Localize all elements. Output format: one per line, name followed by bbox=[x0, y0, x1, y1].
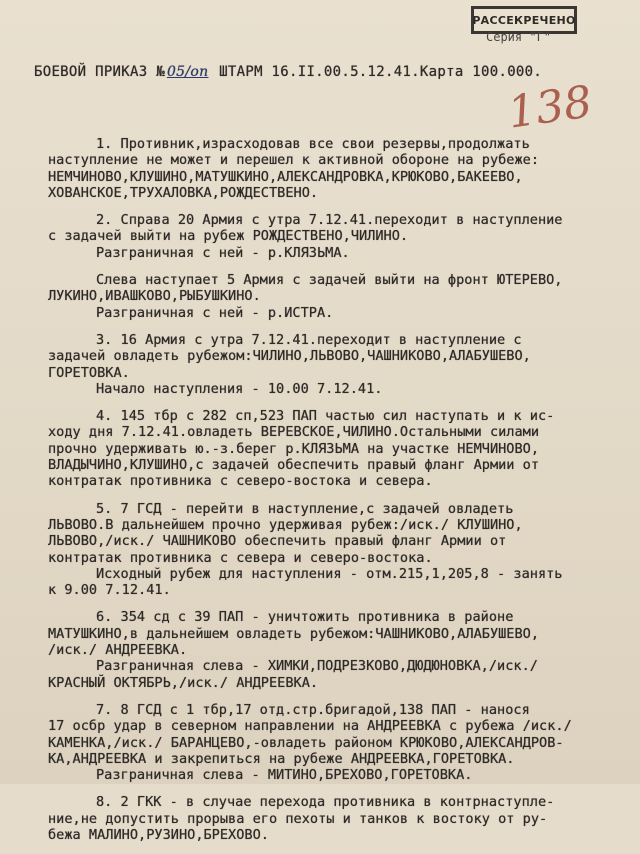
paragraph-line: 8. 2 ГКК - в случае перехода противника в контрнаступле- bbox=[96, 794, 555, 811]
paragraph-line: ЛЬВОВО.В дальнейшем прочно удерживая рубеж:/иск./ КЛУШИНО, bbox=[48, 516, 523, 533]
paragraph-line: КРАСНЫЙ ОКТЯБРЬ,/иск./ АНДРЕЕВКА. bbox=[48, 674, 319, 691]
paragraph-line: к 9.00 7.12.41. bbox=[48, 582, 171, 599]
stamp-label: РАССЕКРЕЧЕНО bbox=[472, 13, 576, 27]
paragraph-line: контратак противника с севера и северо-востока. bbox=[48, 549, 433, 566]
paragraph-line: Исходный рубеж для наступления - отм.215,1,205,8 - занять bbox=[96, 565, 563, 582]
paragraph-line: ВЛАДЫЧИНО,КЛУШИНО,с задачей обеспечить правый фланг Армии от bbox=[48, 457, 540, 474]
order-paragraph bbox=[48, 702, 632, 783]
paragraph-line: 7. 8 ГСД с 1 тбр,17 отд.стр.бригадой,138 ПАП - нанося bbox=[96, 701, 530, 718]
paragraph-line: КА,АНДРЕЕВКА и закрепиться на рубеже АНДРЕЕВКА,ГОРЕТОВКА. bbox=[48, 750, 515, 767]
paragraph-line: Разграничная слева - МИТИНО,БРЕХОВО,ГОРЕТОВКА. bbox=[96, 767, 473, 784]
order-paragraph bbox=[48, 272, 632, 321]
order-paragraph bbox=[48, 408, 632, 489]
paragraph-line: ГОРЕТОВКА. bbox=[48, 364, 130, 381]
handwritten-page-number: 138 bbox=[504, 76, 596, 139]
paragraph-line: контратак противника с северо-востока и севера. bbox=[48, 473, 433, 490]
paragraph-line: Слева наступает 5 Армия с задачей выйти на фронт ЮТЕРЕВО, bbox=[96, 272, 563, 289]
paragraph-line: ходу дня 7.12.41.овладеть ВЕРЕВСКОЕ,ЧИЛИНО.Остальными силами bbox=[48, 424, 540, 441]
paragraph-line: прочно удерживать ю.-з.берег р.КЛЯЗЬМА на участке НЕМЧИНОВО, bbox=[48, 440, 540, 457]
paragraph-line: ЛУКИНО,ИВАШКОВО,РЫБУШКИНО. bbox=[48, 288, 261, 305]
paragraph-line: 1. Противник,израсходовав все свои резервы,продолжать bbox=[96, 136, 530, 152]
paragraph-line: МАТУШКИНО,в дальнейшем овладеть рубежом:ЧАШНИКОВО,АЛАБУШЕВО, bbox=[48, 625, 540, 642]
order-paragraph bbox=[48, 136, 632, 201]
paragraph-line: /иск./ АНДРЕЕВКА. bbox=[48, 642, 188, 659]
paragraph-line: Разграничная с ней - р.ИСТРА. bbox=[96, 304, 334, 321]
paragraph-line: задачей овладеть рубежом:ЧИЛИНО,ЛЬВОВО,ЧАШНИКОВО,АЛАБУШЕВО, bbox=[48, 348, 531, 365]
order-header bbox=[34, 64, 542, 80]
paragraph-line: ние,не допустить прорыва его пехоты и танков к востоку от ру- bbox=[48, 810, 548, 827]
paragraph-line: КАМЕНКА,/иск./ БАРАНЦЕВО,-овладеть районом КРЮКОВО,АЛЕКСАНДРОВ- bbox=[48, 734, 564, 751]
order-paragraph bbox=[48, 794, 632, 843]
order-paragraph bbox=[48, 609, 632, 690]
paragraph-line: 6. 354 сд с 39 ПАП - уничтожить противника в районе bbox=[96, 609, 514, 626]
order-paragraph bbox=[48, 501, 632, 599]
paragraph-line: 2. Справа 20 Армия с утра 7.12.41.переходит в наступление bbox=[96, 212, 563, 229]
paragraph-line: 3. 16 Армия с утра 7.12.41.переходит в наступление с bbox=[96, 331, 522, 348]
paragraph-line: 5. 7 ГСД - перейти в наступление,с задачей овладеть bbox=[96, 500, 514, 517]
order-number: 05/оп bbox=[166, 64, 209, 80]
paragraph-line: 4. 145 тбр с 282 сп,523 ПАП частью сил наступать и к ис- bbox=[96, 408, 555, 425]
order-title-prefix: БОЕВОЙ ПРИКАЗ № bbox=[34, 64, 165, 80]
paragraph-line: бежа МАЛИНО,РУЗИНО,БРЕХОВО. bbox=[48, 826, 269, 843]
paragraph-line: с задачей выйти на рубеж РОЖДЕСТВЕНО,ЧИЛИНО. bbox=[48, 228, 409, 245]
paragraph-line: Разграничная слева - ХИМКИ,ПОДРЕЗКОВО,ДЮДЮНОВКА,/иск./ bbox=[96, 658, 538, 675]
paragraph-line: НЕМЧИНОВО,КЛУШИНО,МАТУШКИНО,АЛЕКСАНДРОВКА,КРЮКОВО,БАКЕЕВО, bbox=[48, 168, 523, 185]
paragraph-line: ЛЬВОВО,/иск./ ЧАШНИКОВО обеспечить правый фланг Армии от bbox=[48, 533, 507, 550]
stamp-series: Серия "Г" bbox=[486, 30, 552, 44]
order-title-suffix: ШТАРМ 16.II.00.5.12.41.Карта 100.000. bbox=[210, 64, 543, 80]
order-body bbox=[48, 136, 632, 854]
paragraph-line: Начало наступления - 10.00 7.12.41. bbox=[96, 380, 383, 397]
paragraph-line: Разграничная с ней - р.КЛЯЗЬМА. bbox=[96, 244, 350, 261]
order-paragraph bbox=[48, 332, 632, 397]
order-paragraph bbox=[48, 212, 632, 261]
paragraph-line: 17 осбр удар в северном направлении на АНДРЕЕВКА с рубежа /иск./ bbox=[48, 718, 572, 735]
paragraph-line: ХОВАНСКОЕ,ТРУХАЛОВКА,РОЖДЕСТВЕНО. bbox=[48, 184, 319, 201]
paragraph-line: наступление не может и перешел к активной обороне на рубеже: bbox=[48, 152, 540, 169]
